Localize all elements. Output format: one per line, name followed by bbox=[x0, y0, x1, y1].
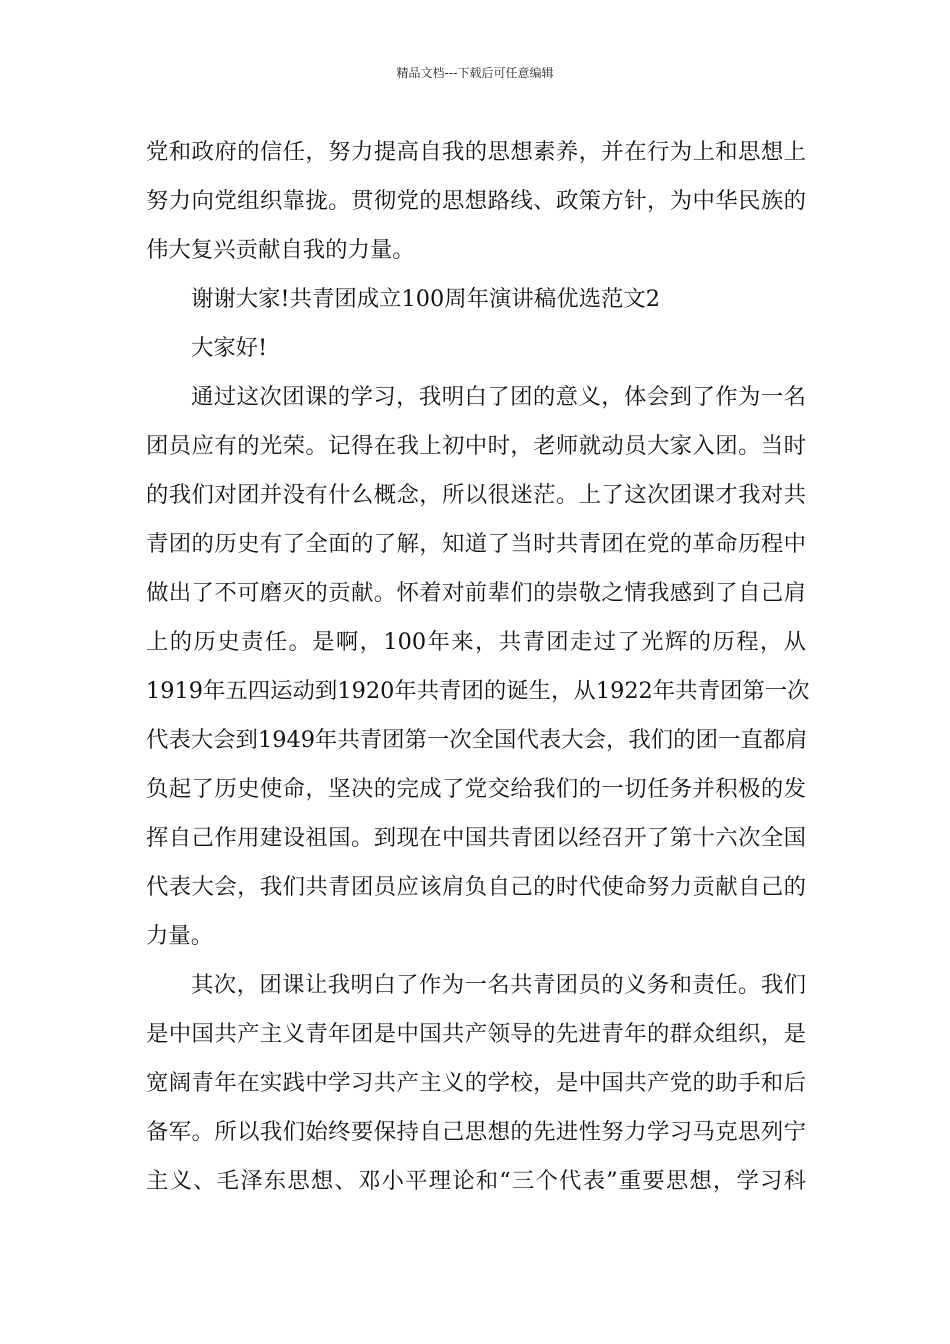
text-line: 通过这次团课的学习，我明白了团的意义，体会到了作为一名 bbox=[191, 384, 806, 410]
text-line: 负起了历史使命，坚决的完成了党交给我们的一切任务并积极的发 bbox=[146, 776, 806, 802]
text-line: 挥自己作用建设祖国。到现在中国共青团以经召开了第十六次全国 bbox=[146, 825, 806, 851]
text-line: 做出了不可磨灭的贡献。怀着对前辈们的崇敬之情我感到了自己肩 bbox=[146, 580, 806, 606]
text-line: 代表大会到1949年共青团第一次全国代表大会，我们的团一直都肩 bbox=[146, 727, 808, 753]
text-line: 代表大会，我们共青团员应该肩负自己的时代使命努力贡献自己的 bbox=[146, 874, 806, 900]
paragraph bbox=[146, 373, 810, 961]
text-line: 党和政府的信任，努力提高自我的思想素养，并在行为上和思想上 bbox=[146, 139, 806, 165]
paragraph bbox=[146, 275, 806, 324]
text-line: 力量。 bbox=[146, 923, 214, 949]
text-line: 青团的历史有了全面的了解，知道了当时共青团在党的革命历程中 bbox=[146, 531, 806, 557]
text-line: 是中国共产主义青年团是中国共产领导的先进青年的群众组织，是 bbox=[146, 1021, 806, 1047]
document-body bbox=[146, 128, 810, 1206]
text-line: 的我们对团并没有什么概念，所以很迷茫。上了这次团课才我对共 bbox=[146, 482, 806, 508]
page-header: 精品文档---下载后可任意编辑 bbox=[396, 66, 554, 80]
text-line: 谢谢大家!共青团成立100周年演讲稿优选范文2 bbox=[191, 286, 661, 312]
text-line: 大家好! bbox=[191, 335, 268, 361]
text-line: 备军。所以我们始终要保持自己思想的先进性努力学习马克思列宁 bbox=[146, 1119, 806, 1145]
paragraph bbox=[146, 324, 806, 373]
paragraph bbox=[146, 961, 806, 1206]
text-line: 其次，团课让我明白了作为一名共青团员的义务和责任。我们 bbox=[191, 972, 806, 998]
text-line: 上的历史责任。是啊，100年来，共青团走过了光辉的历程，从 bbox=[146, 629, 806, 655]
text-line: 宽阔青年在实践中学习共产主义的学校，是中国共产党的助手和后 bbox=[146, 1070, 806, 1096]
text-line: 伟大复兴贡献自我的力量。 bbox=[146, 237, 415, 263]
text-line: 团员应有的光荣。记得在我上初中时，老师就动员大家入团。当时 bbox=[146, 433, 806, 459]
paragraph bbox=[146, 128, 806, 275]
text-line: 1919年五四运动到1920年共青团的诞生，从1922年共青团第一次 bbox=[146, 678, 810, 704]
text-line: 主义、毛泽东思想、邓小平理论和“三个代表”重要思想，学习科 bbox=[146, 1168, 806, 1194]
text-line: 努力向党组织靠拢。贯彻党的思想路线、政策方针，为中华民族的 bbox=[146, 188, 806, 214]
